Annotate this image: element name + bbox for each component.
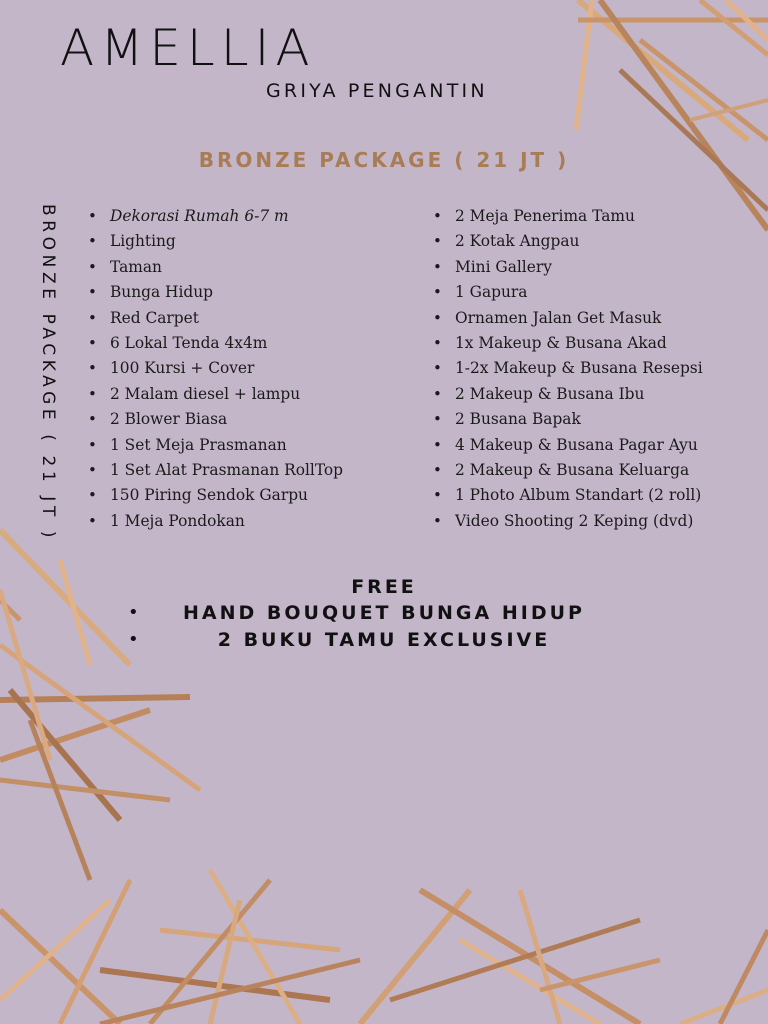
list-item: • 2 Meja Penerima Tamu [433, 204, 703, 229]
list-item: • 1 Set Meja Prasmanan [88, 433, 343, 458]
free-heading: FREE [351, 576, 417, 598]
vertical-package-label: BRONZE PACKAGE ( 21 JT ) [38, 204, 58, 543]
list-item: • Red Carpet [88, 306, 343, 331]
brand-subtitle: GRIYA PENGANTIN [266, 80, 488, 102]
list-item: • 2 Makeup & Busana Ibu [433, 382, 703, 407]
list-item: • Lighting [88, 229, 343, 254]
list-item: • 2 Kotak Angpau [433, 229, 703, 254]
list-item: • 6 Lokal Tenda 4x4m [88, 331, 343, 356]
package-items-left [88, 204, 343, 534]
list-item: • Dekorasi Rumah 6-7 m [88, 204, 343, 229]
list-item: • Ornamen Jalan Get Masuk [433, 306, 703, 331]
free-item: 2 BUKU TAMU EXCLUSIVE [217, 629, 551, 651]
list-item: • 1 Set Alat Prasmanan RollTop [88, 458, 343, 483]
list-item: • Bunga Hidup [88, 280, 343, 305]
bullet-icon: • [128, 602, 139, 623]
bullet-icon: • [128, 629, 139, 650]
list-item: • 1 Gapura [433, 280, 703, 305]
list-item: • 4 Makeup & Busana Pagar Ayu [433, 433, 703, 458]
list-item: • 100 Kursi + Cover [88, 356, 343, 381]
list-item: • 150 Piring Sendok Garpu [88, 483, 343, 508]
list-item: • 1 Photo Album Standart (2 roll) [433, 483, 703, 508]
list-item: • 2 Busana Bapak [433, 407, 703, 432]
list-item: • Video Shooting 2 Keping (dvd) [433, 509, 703, 534]
list-item: • 1-2x Makeup & Busana Resepsi [433, 356, 703, 381]
package-title: BRONZE PACKAGE ( 21 JT ) [198, 148, 570, 172]
list-item: • Mini Gallery [433, 255, 703, 280]
list-item: • 2 Malam diesel + lampu [88, 382, 343, 407]
list-item: • 1x Makeup & Busana Akad [433, 331, 703, 356]
list-item: • Taman [88, 255, 343, 280]
list-item: • 1 Meja Pondokan [88, 509, 343, 534]
brand-title: AMELLIA [60, 19, 316, 77]
list-item: • 2 Blower Biasa [88, 407, 343, 432]
package-items-right [433, 204, 703, 534]
list-item: • 2 Makeup & Busana Keluarga [433, 458, 703, 483]
free-item: HAND BOUQUET BUNGA HIDUP [183, 602, 585, 624]
